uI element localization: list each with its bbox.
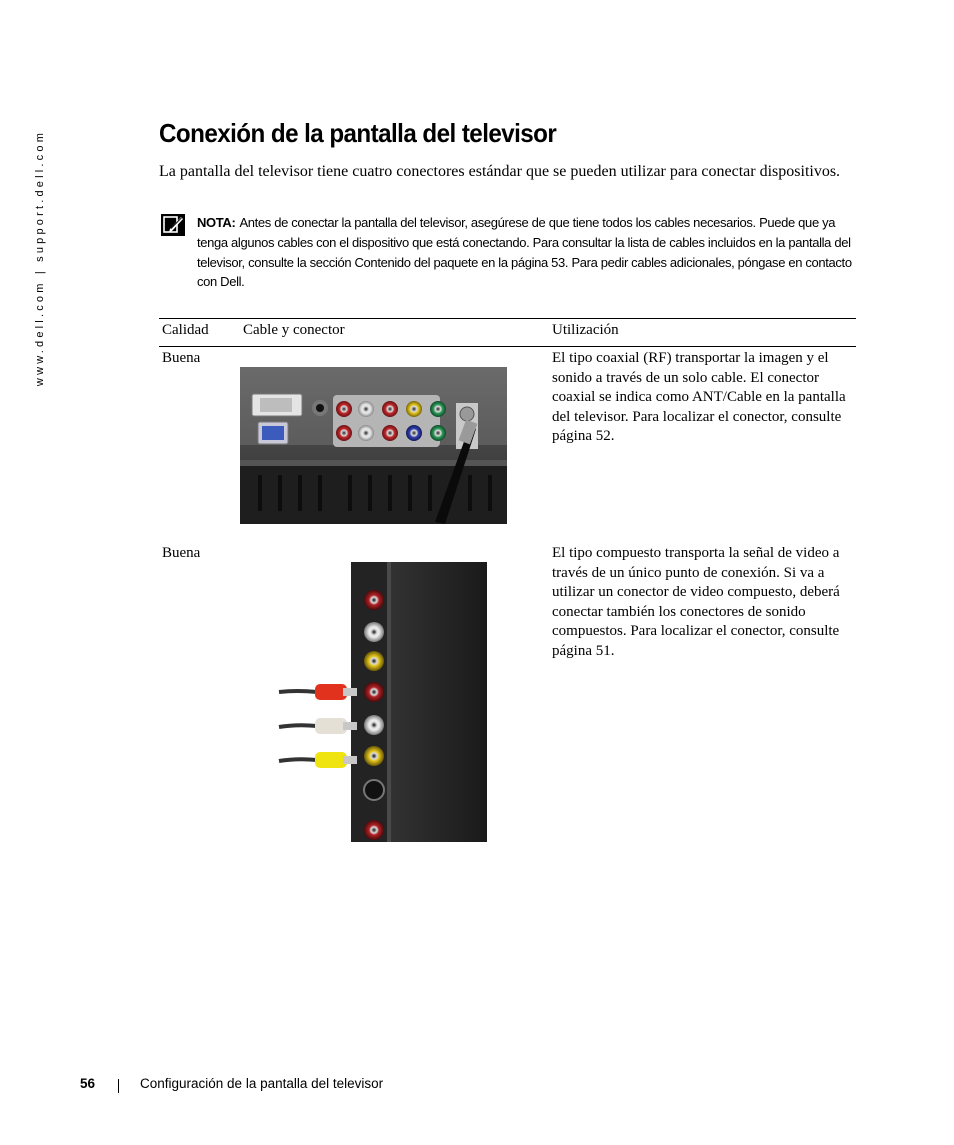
footer-separator	[118, 1079, 119, 1093]
table-header-rule	[159, 346, 856, 347]
row1-usage: El tipo coaxial (RF) transportar la imagen y el sonido a través de un solo cable. El conector coaxial se indica como ANT/Cable en la pantalla del televisor. Para localizar el conector, consulte página 52.	[552, 350, 846, 445]
intro-paragraph: La pantalla del televisor tiene cuatro conectores estándar que se pueden utilizar para conectar dispositivos.	[159, 163, 841, 180]
row2-quality: Buena	[162, 545, 201, 561]
table-top-rule	[159, 318, 856, 319]
header-quality: Calidad	[162, 322, 209, 338]
row2-usage: El tipo compuesto transporta la señal de video a través de un único punto de conexión. Si va a utilizar un conector de video compuesto, deberá conectar también los conectores de sonido compuestos. Para localizar el conector, consulte página 51.	[552, 545, 840, 659]
composite-connector-photo	[277, 562, 487, 842]
sidebar-url: www.dell.com | support.dell.com	[34, 129, 46, 387]
header-usage: Utilización	[552, 322, 619, 338]
coaxial-connector-photo	[240, 367, 507, 524]
page-title: Conexión de la pantalla del televisor	[159, 118, 557, 148]
note-pencil-icon	[161, 214, 185, 236]
footer-section-title: Configuración de la pantalla del televisor	[140, 1076, 384, 1091]
note-paragraph	[197, 213, 862, 292]
note-text: Antes de conectar la pantalla del televisor, asegúrese de que tiene todos los cables necesarios. Puede que ya tenga algunos cables con el dispositivo que está conectando. Para consultar la lista de cables incluidos en la pantalla del televisor, consulte la sección Contenido del paquete en la página 53. Para pedir cables adicionales, póngase en contacto con Dell.	[197, 215, 852, 290]
note-label: NOTA:	[197, 215, 236, 230]
row1-quality: Buena	[162, 350, 201, 366]
header-cable: Cable y conector	[243, 322, 345, 338]
page-number: 56	[80, 1076, 96, 1091]
